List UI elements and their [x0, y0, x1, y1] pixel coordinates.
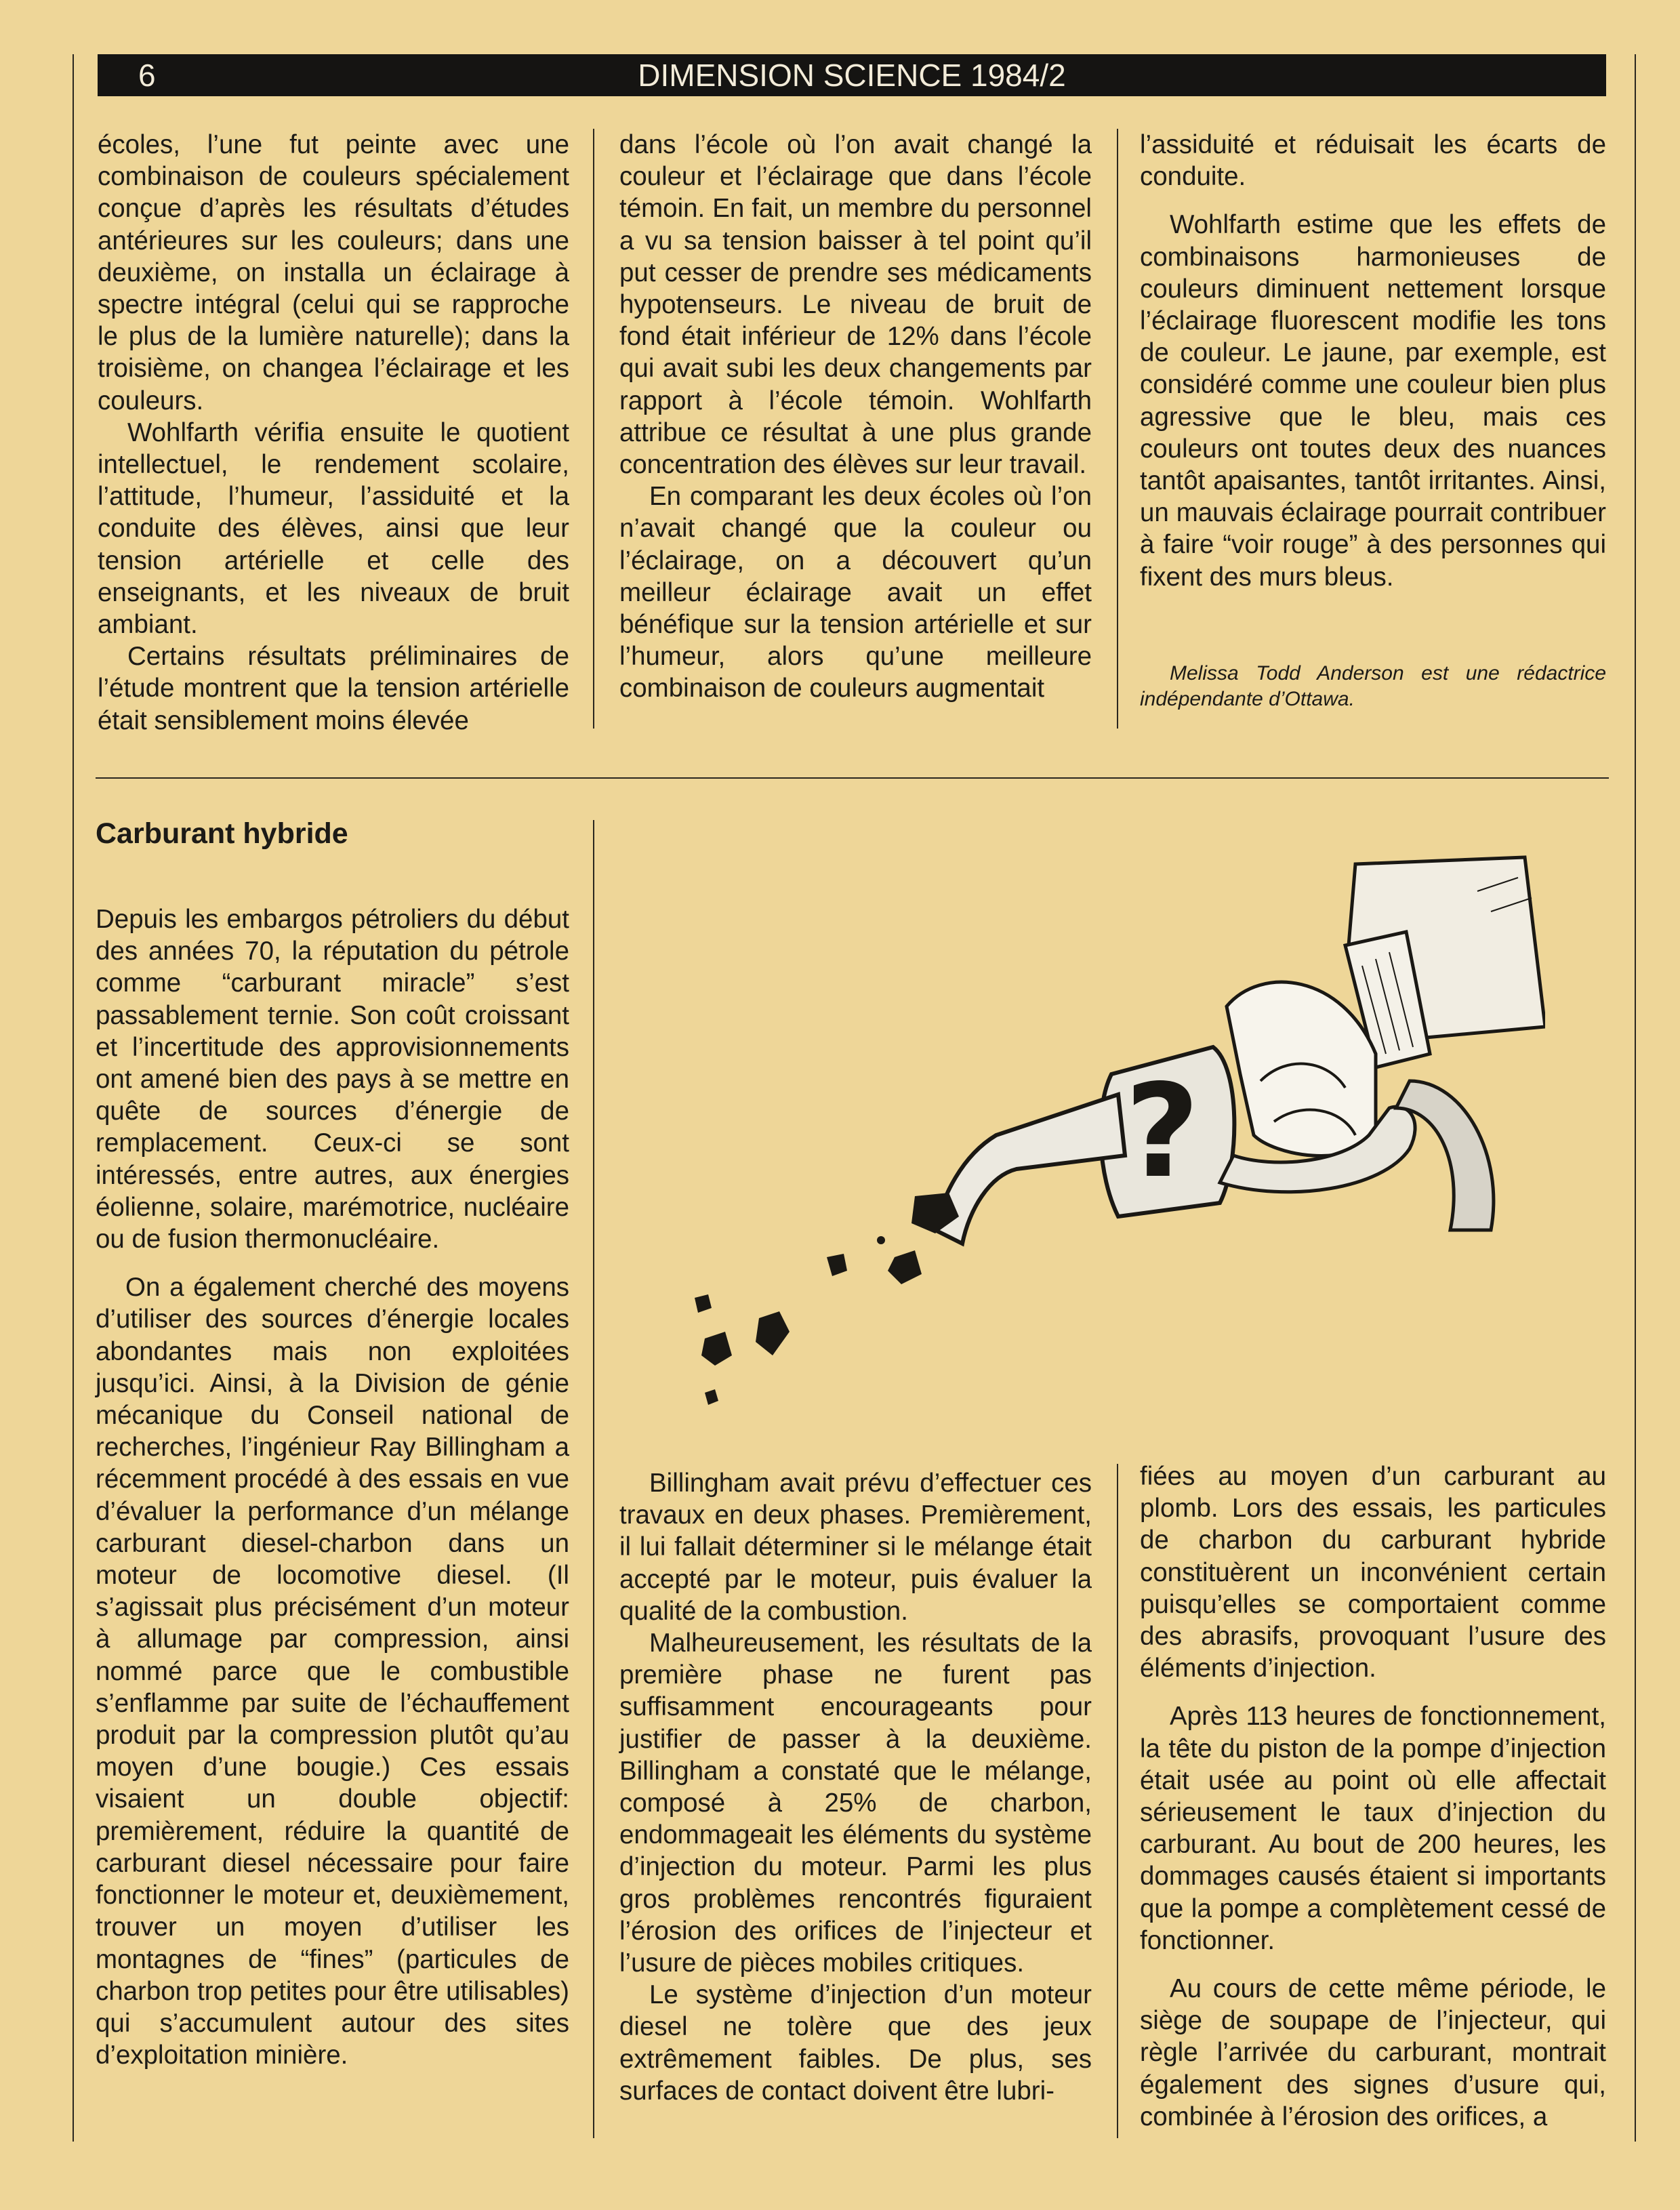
question-mark: ? — [1124, 1057, 1200, 1206]
author-byline: Melissa Todd Anderson est une rédactrice indépendante d’Ottawa. — [1140, 661, 1606, 710]
paragraph: Billingham avait prévu d’effectuer ces travaux en deux phases. Premièrement, il lui fallait déterminer si le mélange était accepté par le moteur, puis évaluer la qualité de la combustion. — [619, 1469, 1092, 1626]
column-divider — [593, 820, 594, 2138]
paragraph: l’assiduité et réduisait les écarts de conduite. — [1140, 130, 1606, 192]
article1-column-1 — [98, 129, 569, 737]
paragraph: Certains résultats préliminaires de l’étude montrent que la tension artérielle était sensiblement moins élevée — [98, 642, 569, 735]
right-margin-rule — [1635, 54, 1636, 2142]
paragraph: Wohlfarth estime que les effets de combinaisons harmonieuses de couleurs diminuent nettement lorsque l’éclairage fluorescent modifie les tons de couleur. Le jaune, par exemple, est considéré comme une couleur bien plus agressive que le bleu, mais ces couleurs ont toutes deux des nuances tantôt apaisantes, tantôt irritantes. Ainsi, un mauvais éclairage pourrait contribuer à faire “voir rouge” à des personnes qui fixent des murs bleus. — [1140, 210, 1606, 592]
article2-column-2 — [619, 1467, 1092, 2107]
column-divider — [593, 129, 594, 729]
paragraph: On a également cherché des moyens d’utiliser des sources d’énergie locales abondantes mais non exploitées jusqu’ici. Ainsi, à la Division de génie mécanique du Conseil national de recherches, l’ingénieur Ray Billingham a récemment procédé à des essais en vue d’évaluer la performance d’un mélange carburant diesel-charbon dans un moteur de locomotive diesel. (Il s’agissait plus précisément d’un moteur à allumage par compression, ainsi nommé parce que le combustible s’enflamme par suite de l’échauffement produit par la compression plutôt qu’au moyen d’une bougie.) Ces essais visaient un double objectif: premièrement, réduire la quantité de carburant diesel nécessaire pour faire fonctionner le moteur et, deuxièmement, trouver un moyen d’utiliser les montagnes de “fines” (particules de charbon trop petites pour être utilisables) qui s’accumulent autour des sites d’exploitation minière. — [96, 1273, 569, 2070]
article2-column-3 — [1140, 1460, 1606, 2133]
article-separator — [96, 777, 1609, 779]
paragraph: Malheureusement, les résultats de la première phase ne furent pas suffisamment encourageants pour justifier de passer à la deuxième. Billingham a constaté que le mélange, composé à 25% de charbon, endommageait les éléments du système d’injection du moteur. Parmi les plus gros problèmes rencontrés figuraient l’érosion des orifices de l’injecteur et l’usure de pièces mobiles critiques. — [619, 1629, 1092, 1978]
paragraph: Après 113 heures de fonctionnement, la tête du piston de la pompe d’injection était usée au point où elle affectait sérieusement le taux d’injection du carburant. Au bout de 200 heures, les dommages causés étaient si importants que la pompe a complètement cessé de fonctionner. — [1140, 1702, 1606, 1955]
paragraph: écoles, l’une fut peinte avec une combinaison de couleurs spécialement conçue d’après les résultats d’études antérieures sur les couleurs; dans une deuxième, on installa un éclairage à spectre intégral (celui qui se rapproche le plus de la lumière naturelle); dans la troisième, on changea l’éclairage et les couleurs. — [98, 130, 569, 415]
coal-particles — [695, 1193, 959, 1405]
paragraph: fiées au moyen d’un carburant au plomb. Lors des essais, les particules de charbon du carburant hybride constituèrent un inconvénient certain puisqu’elles se comportaient comme des abrasifs, provoquant l’usure des éléments d’injection. — [1140, 1462, 1606, 1683]
page-number: 6 — [138, 58, 156, 93]
paragraph: Depuis les embargos pétroliers du début des années 70, la réputation du pétrole comme “carburant miracle” s’est passablement ternie. Son coût croissant et l’incertitude des approvisionnements ont amené bien des pays à se mettre en quête de sources d’énergie de remplacement. Ceux-ci se sont intéressés, entre autres, aux énergies éolienne, solaire, marémotrice, nucléaire ou de fusion thermonucléaire. — [96, 905, 569, 1254]
left-margin-rule — [73, 54, 74, 2142]
publication-title: DIMENSION SCIENCE 1984/2 — [638, 58, 1066, 93]
fuel-nozzle-illustration — [678, 851, 1545, 1420]
paragraph: dans l’école où l’on avait changé la couleur et l’éclairage que dans l’école témoin. En fait, un membre du personnel a vu sa tension baisser à tel point qu’il put cesser de prendre ses médicaments hypotenseurs. Le niveau de bruit de fond était inférieur de 12% dans l’école qui avait subi les deux changements par rapport à l’école témoin. Wohlfarth attribue ce résultat à une plus grande concentration des élèves sur leur travail. — [619, 130, 1092, 480]
column-divider — [1117, 1464, 1118, 2138]
article1-column-2 — [619, 129, 1092, 705]
paragraph: Le système d’injection d’un moteur diesel ne tolère que des jeux extrêmement faibles. De plus, ses surfaces de contact doivent être lubri- — [619, 1980, 1092, 2106]
running-header — [98, 54, 1606, 96]
hose-shape — [1396, 1081, 1494, 1230]
paragraph: En comparant les deux écoles où l’on n’avait changé que la couleur ou l’éclairage, on a découvert qu’un meilleur éclairage avait un effet bénéfique sur la tension artérielle et sur l’humeur, alors qu’une meilleure combinaison de couleurs augmentait — [619, 482, 1092, 703]
column-divider — [1117, 129, 1118, 729]
article-heading: Carburant hybride — [96, 817, 348, 850]
paragraph: Wohlfarth vérifia ensuite le quotient intellectuel, le rendement scolaire, l’attitude, l’humeur, l’assiduité et la conduite des élèves, ainsi que leur tension artérielle et celle des enseignants, et les niveaux de bruit ambiant. — [98, 417, 569, 640]
nozzle-spout — [935, 1094, 1125, 1244]
paragraph: Au cours de cette même période, le siège de soupape de l’injecteur, qui règle l’arrivée du carburant, montrait également des signes d’usure qui, combinée à l’érosion des orifices, a — [1140, 1974, 1606, 2131]
article1-column-3 — [1140, 129, 1606, 712]
article2-column-1 — [96, 903, 569, 2071]
